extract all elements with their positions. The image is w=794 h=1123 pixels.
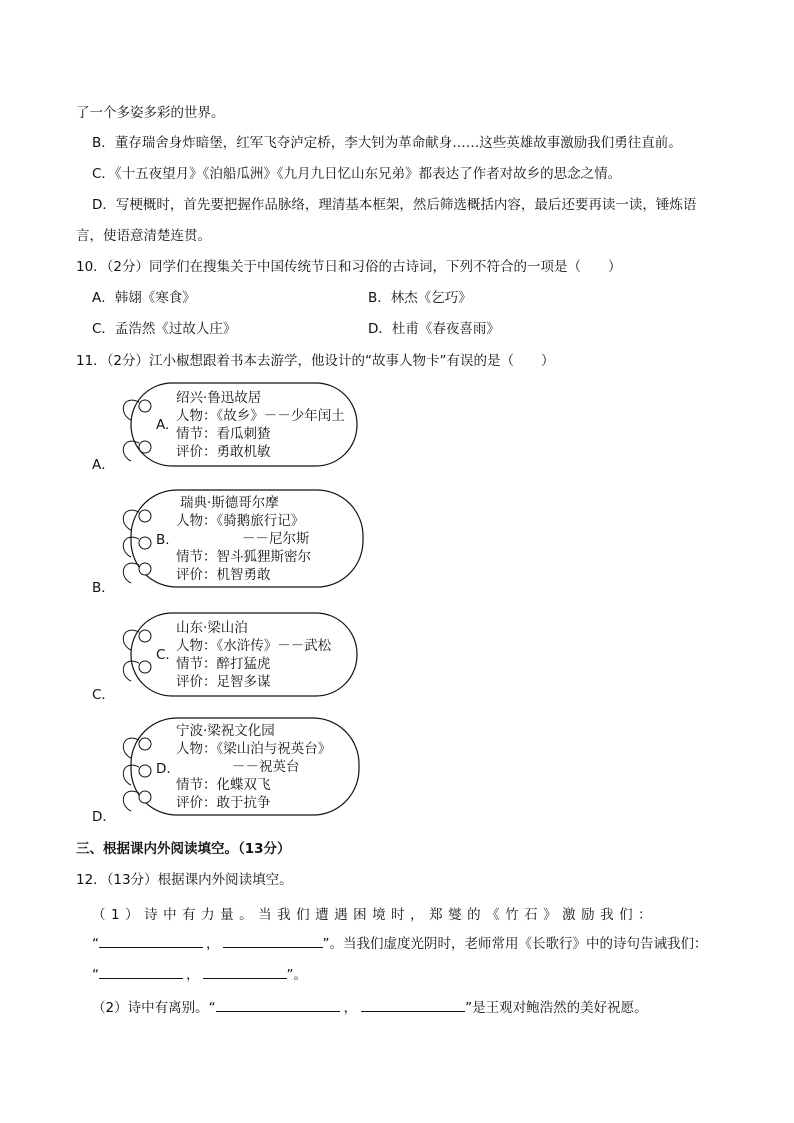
- card-b-inner-letter: B.: [156, 532, 170, 548]
- card-b-review: 评价：机智勇敢: [176, 567, 271, 583]
- part2-end-text: ”是王观对鲍浩然的美好祝愿。: [465, 1000, 648, 1016]
- q10-option-b: B．林杰《乞巧》: [368, 290, 472, 306]
- q10-stem: 10．（2分）同学们在搜集关于中国传统节日和习俗的古诗词，下列不符合的一项是（ ）: [76, 259, 622, 275]
- q10-option-c: C．孟浩然《过故人庄》: [92, 321, 237, 337]
- card-a-person: 人物：《故乡》－－少年闰土: [176, 408, 345, 424]
- answer-blank-5[interactable]: [216, 998, 340, 1012]
- card-c-review: 评价：足智多谋: [176, 674, 271, 690]
- card-c-inner-letter: C.: [156, 647, 170, 663]
- q9-option-b: B．董存瑞舍身炸暗堡，红军飞夺泸定桥，李大钊为革命献身……这些英雄故事激励我们勇往直前。: [92, 135, 682, 151]
- q9-option-d-line1: D．写梗概时，首先要把握作品脉络，理清基本框架，然后筛选概括内容，最后还要再读一读，锤炼语: [92, 197, 697, 213]
- q12-part1-line1: （1）诗中有力量。当我们遭遇困境时，郑燮的《竹石》激励我们：: [92, 907, 658, 923]
- card-b-person-cont: －－尼尔斯: [242, 531, 310, 547]
- card-a-review: 评价：勇敢机敏: [176, 444, 271, 460]
- card-b-person: 人物：《骑鹅旅行记》: [176, 513, 305, 529]
- q9-option-c: C．《十五夜望月》《泊船瓜洲》《九月九日忆山东兄弟》都表达了作者对故乡的思念之情。: [92, 166, 622, 182]
- answer-blank-2[interactable]: [223, 934, 323, 948]
- q10-option-d: D．杜甫《春夜喜雨》: [368, 321, 500, 337]
- quote-open: “: [92, 936, 99, 952]
- comma: ，: [186, 967, 200, 983]
- card-d-inner-letter: D.: [156, 761, 171, 777]
- q11-option-c: C．: [92, 687, 115, 703]
- q12-part1-line3: [92, 965, 307, 984]
- card-b-plot: 情节：智斗狐狸斯密尔: [176, 549, 311, 565]
- q9-option-d-line2: 言，使语意清楚连贯。: [76, 228, 211, 244]
- q11-option-d: D．: [92, 809, 116, 825]
- part1-middle-text: ”。当我们虚度光阴时，老师常用《长歌行》中的诗句告诫我们：: [322, 936, 708, 952]
- card-c-plot: 情节：醉打猛虎: [176, 656, 271, 672]
- answer-blank-6[interactable]: [361, 998, 465, 1012]
- section-3-heading: 三、根据课内外阅读填空。（13分）: [76, 841, 291, 857]
- card-d-person-cont: －－祝英台: [232, 759, 300, 775]
- card-c-place: 山东·梁山泊: [176, 620, 248, 636]
- part2-head-text: （2）诗中有离别。“: [92, 1000, 216, 1016]
- q12-stem: 12．（13分）根据课内外阅读填空。: [76, 872, 293, 888]
- card-a-inner-letter: A.: [156, 417, 170, 433]
- q11-option-b: B．: [92, 580, 115, 596]
- q9-option-a-end: 了一个多姿多彩的世界。: [76, 105, 225, 121]
- q11-option-a: A．: [92, 457, 115, 473]
- card-c-person: 人物：《水浒传》－－武松: [176, 638, 332, 654]
- card-d-person: 人物：《梁山泊与祝英台》: [176, 741, 332, 757]
- part1-end-text: ”。: [286, 967, 307, 983]
- card-a-plot: 情节：看瓜刺猹: [176, 426, 271, 442]
- q11-stem: 11．（2分）江小椒想跟着书本去游学，他设计的“故事人物卡”有误的是（ ）: [76, 353, 555, 369]
- answer-blank-3[interactable]: [99, 965, 183, 979]
- comma: ，: [343, 1000, 358, 1016]
- q10-option-a: A．韩翃《寒食》: [92, 290, 196, 306]
- q12-part2-line1: [92, 998, 648, 1017]
- comma: ，: [206, 936, 220, 952]
- card-b-place: 瑞典·斯德哥尔摩: [180, 495, 279, 511]
- card-d-review: 评价：敢于抗争: [176, 795, 271, 811]
- answer-blank-4[interactable]: [203, 965, 287, 979]
- quote-open: “: [92, 967, 99, 983]
- card-d-plot: 情节：化蝶双飞: [176, 777, 271, 793]
- q12-part1-line2: [92, 934, 708, 953]
- answer-blank-1[interactable]: [99, 934, 203, 948]
- card-a-place: 绍兴·鲁迅故居: [176, 390, 262, 406]
- card-d-place: 宁波·梁祝文化园: [176, 723, 275, 739]
